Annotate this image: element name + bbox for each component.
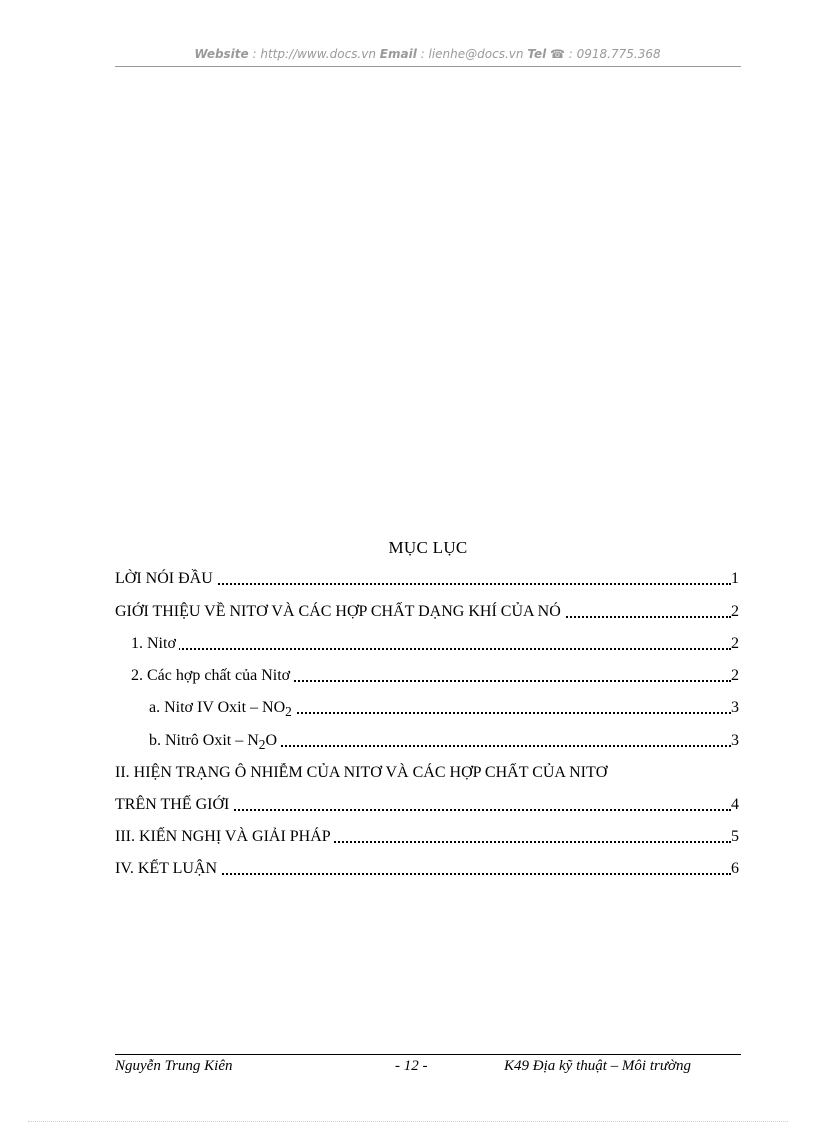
toc-entry[interactable] xyxy=(115,569,739,589)
toc-entry-page: 4 xyxy=(731,796,739,813)
toc-entry[interactable] xyxy=(115,827,739,847)
toc-title: MỤC LỤC xyxy=(388,538,468,557)
toc-entry-text: 1. Nitơ xyxy=(131,634,179,654)
website-value: : http://www.docs.vn xyxy=(252,47,376,61)
toc-entry-text xyxy=(149,698,295,718)
footer-author: Nguyễn Trung Kiên xyxy=(115,1058,233,1074)
formula-subscript: 2 xyxy=(258,737,266,751)
toc-entry-page: 3 xyxy=(731,732,739,749)
page-header xyxy=(115,47,740,61)
toc-leader-dots xyxy=(131,648,731,650)
formula-suffix: O xyxy=(265,732,278,749)
toc-entry[interactable] xyxy=(131,666,739,686)
footer-divider xyxy=(115,1054,741,1055)
toc-entry-page: 2 xyxy=(731,667,739,684)
toc-entry-text: TRÊN THẾ GIỚI xyxy=(115,795,232,815)
website-label: Website xyxy=(194,47,249,61)
page-bottom-border xyxy=(28,1121,788,1122)
toc-entry[interactable] xyxy=(149,698,739,718)
toc-entry-page: 5 xyxy=(731,828,739,845)
formula-subscript: 2 xyxy=(285,704,292,718)
header-divider xyxy=(115,66,741,67)
toc-entry-page: 3 xyxy=(731,699,739,716)
formula-prefix: a. Nitơ IV Oxit – NO xyxy=(149,699,286,716)
toc-entry[interactable] xyxy=(131,634,739,654)
tel-value: ☎ : 0918.775.368 xyxy=(550,47,661,61)
toc-entry[interactable] xyxy=(115,859,739,879)
footer-page-number: - 12 - xyxy=(395,1058,428,1074)
toc-entry[interactable] xyxy=(149,731,739,751)
email-value: : lienhe@docs.vn xyxy=(420,47,524,61)
toc-entry-page: 2 xyxy=(731,603,739,620)
toc-entry[interactable] xyxy=(115,795,739,815)
tel-label: Tel xyxy=(527,47,547,61)
footer-class-info: K49 Địa kỹ thuật – Môi trường xyxy=(504,1058,692,1074)
toc-entry[interactable] xyxy=(115,763,739,783)
toc-entry-page: 6 xyxy=(731,860,739,877)
toc-entry[interactable] xyxy=(115,602,739,622)
email-label: Email xyxy=(379,47,417,61)
toc-entry-text: 2. Các hợp chất của Nitơ xyxy=(131,666,293,686)
toc-entry-text: LỜI NÓI ĐẦU xyxy=(115,569,216,589)
toc-entry-text: III. KIẾN NGHỊ VÀ GIẢI PHÁP xyxy=(115,827,334,847)
toc-entry-text: GIỚI THIỆU VỀ NITƠ VÀ CÁC HỢP CHẤT DẠNG KHÍ CỦA NÓ xyxy=(115,602,564,622)
toc-entry-text xyxy=(149,731,280,751)
toc-entry-page: 2 xyxy=(731,635,739,652)
toc-entry-page: 1 xyxy=(731,570,739,587)
toc-entry-text: II. HIỆN TRẠNG Ô NHIỄM CỦA NITƠ VÀ CÁC HỢP CHẤT CỦA NITƠ xyxy=(115,763,610,783)
toc-entry-text: IV. KẾT LUẬN xyxy=(115,859,220,879)
formula-prefix: b. Nitrô Oxit – N xyxy=(149,732,259,749)
